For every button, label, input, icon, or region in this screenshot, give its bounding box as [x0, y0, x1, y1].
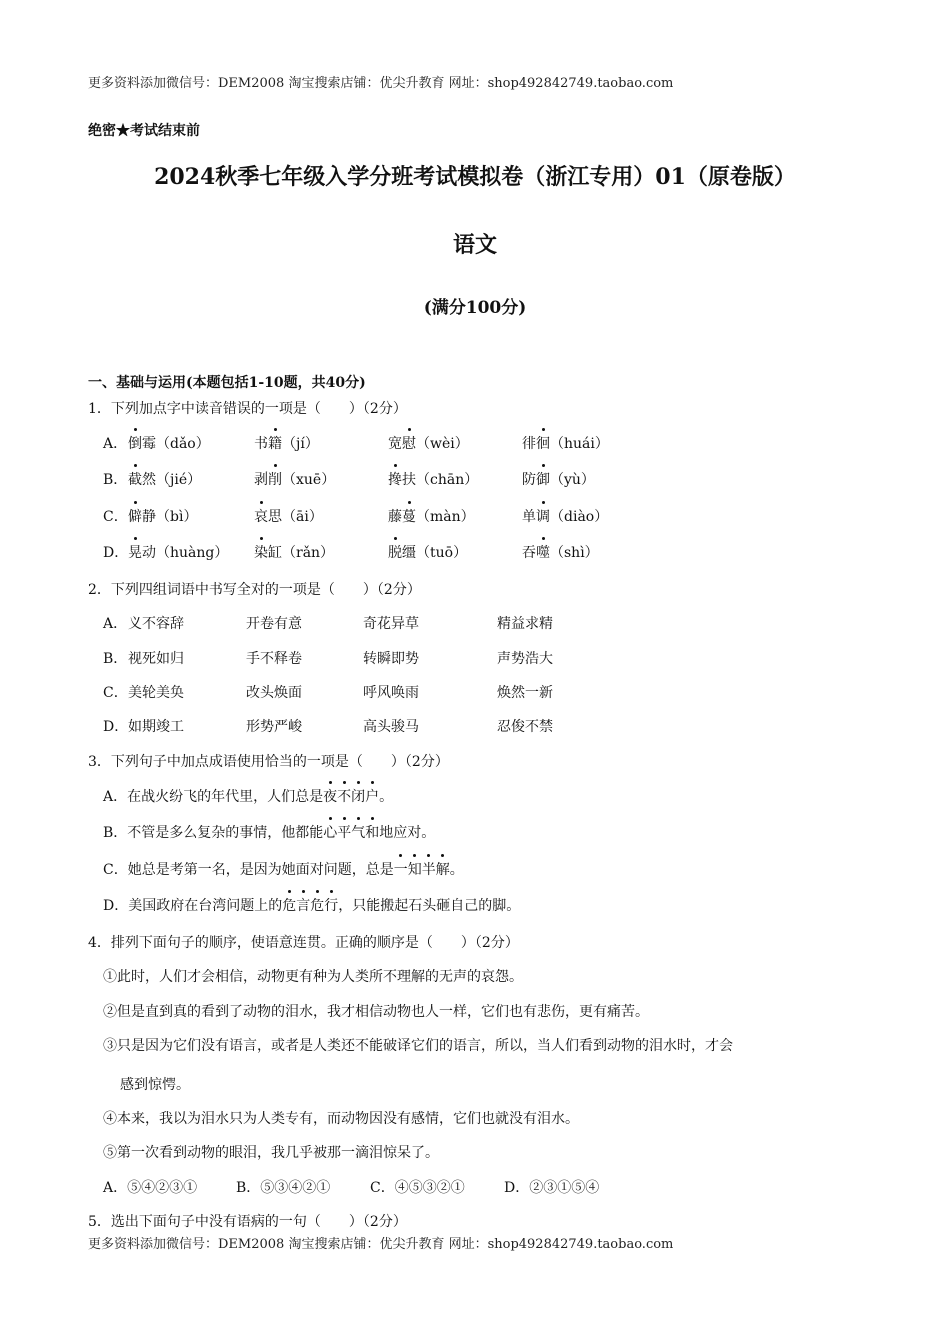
option-text: C．她总是考第一名，是因为她面对问题，总是	[103, 862, 394, 878]
item-text: 剥	[254, 472, 268, 488]
pinyin-item	[388, 433, 469, 453]
question-2-stem: 2．下列四组词语中书写全对的一项是（ ）（2分）	[88, 582, 421, 598]
full-score: (满分100分)	[423, 298, 527, 318]
option-label: B．	[103, 472, 128, 488]
dotted-char: 危	[282, 895, 296, 915]
option-text: 。	[379, 789, 394, 805]
word-item: 美轮美奂	[128, 685, 184, 701]
dotted-char: 晃	[128, 542, 142, 562]
dotted-char: 削	[268, 469, 282, 489]
item-text: （diào）	[550, 509, 609, 525]
item-text: 徘	[522, 436, 536, 452]
pinyin-item	[254, 542, 334, 562]
word-item: 视死如归	[128, 651, 184, 667]
answer-choice: D．②③①⑤④	[504, 1180, 600, 1196]
dotted-char: 染	[254, 542, 268, 562]
option-label: B．	[103, 651, 128, 667]
word-item: 呼风唤雨	[363, 685, 419, 701]
item-text: （shì）	[550, 545, 599, 561]
item-text: （màn）	[416, 509, 475, 525]
item-text: 书	[254, 436, 268, 452]
question-3-option	[103, 822, 435, 842]
option-text: D．美国政府在台湾问题上的	[103, 898, 283, 914]
header-note: 更多资料添加微信号：DEM2008 淘宝搜索店铺：优尖升教育 网址：shop492842749.taobao.com	[88, 76, 674, 91]
answer-choice: A．⑤④②③①	[103, 1180, 198, 1196]
pinyin-item	[388, 542, 467, 562]
item-text: （xuē）	[282, 472, 336, 488]
question-4-sentence: ①此时，人们才会相信，动物更有种为人类所不理解的无声的哀怨。	[103, 969, 523, 985]
word-item: 如期竣工	[128, 719, 184, 735]
question-3-option	[103, 895, 520, 915]
dotted-char: 不	[337, 786, 351, 806]
word-item: 改头焕面	[246, 685, 302, 701]
item-text: （jí）	[282, 436, 319, 452]
word-item: 形势严峻	[246, 719, 302, 735]
dotted-char: 和	[365, 822, 379, 842]
pinyin-item	[522, 542, 599, 562]
footer-note: 更多资料添加微信号：DEM2008 淘宝搜索店铺：优尖升教育 网址：shop492842749.taobao.com	[88, 1237, 674, 1252]
item-text: 扶（chān）	[402, 472, 479, 488]
dotted-char: 籍	[268, 433, 282, 453]
item-text: 单	[522, 509, 536, 525]
item-text: 防	[522, 472, 536, 488]
question-3-option	[103, 859, 464, 879]
item-text: 静（bì）	[142, 509, 198, 525]
word-item: 手不释卷	[246, 651, 302, 667]
dotted-char: 心	[323, 822, 337, 842]
item-text: 吞	[522, 545, 536, 561]
dotted-char: 调	[536, 506, 550, 526]
word-item: 义不容辞	[128, 616, 184, 632]
question-4-sentence-continued: 感到惊愕。	[120, 1077, 190, 1093]
option-label: C．	[103, 685, 128, 701]
option-text: ，只能搬起石头砸自己的脚。	[338, 898, 521, 914]
dotted-char: 脱	[388, 542, 402, 562]
dotted-char: 蔓	[402, 506, 416, 526]
question-4-sentence: ④本来，我以为泪水只为人类专有，而动物因没有感情，它们也就没有泪水。	[103, 1111, 579, 1127]
item-text: 霉（dǎo）	[142, 436, 210, 452]
option-label: D．	[103, 545, 129, 561]
option-label: C．	[103, 509, 128, 525]
dotted-char: 御	[536, 469, 550, 489]
dotted-char: 知	[408, 859, 422, 879]
pinyin-item	[388, 469, 478, 489]
dotted-char: 行	[324, 895, 338, 915]
option-text: A．在战火纷飞的年代里，人们总是	[103, 789, 324, 805]
item-text: 缸（rǎn）	[268, 545, 335, 561]
item-text: 藤	[388, 509, 402, 525]
item-text: 然（jié）	[142, 472, 202, 488]
dotted-char: 闭	[351, 786, 365, 806]
pinyin-item	[522, 506, 608, 526]
question-3-option	[103, 786, 393, 806]
dotted-char: 倒	[128, 433, 142, 453]
dotted-char: 截	[128, 469, 142, 489]
option-text: 地应对。	[379, 825, 436, 841]
word-item: 忍俊不禁	[497, 719, 553, 735]
word-item: 奇花异草	[363, 616, 419, 632]
dotted-char: 言	[296, 895, 310, 915]
question-4-sentence: ⑤第一次看到动物的眼泪，我几乎被那一滴泪惊呆了。	[103, 1145, 439, 1161]
pinyin-item	[128, 542, 228, 562]
pinyin-item	[522, 469, 595, 489]
dotted-char: 户	[365, 786, 379, 806]
answer-choice: C．④⑤③②①	[370, 1180, 465, 1196]
subject-title: 语文	[452, 232, 497, 258]
pinyin-item	[128, 469, 201, 489]
question-5-stem: 5．选出下面句子中没有语病的一句（ ）（2分）	[88, 1214, 407, 1230]
dotted-char: 僻	[128, 506, 142, 526]
dotted-char: 噬	[536, 542, 550, 562]
word-item: 焕然一新	[497, 685, 553, 701]
option-text: B．不管是多么复杂的事情，他都能	[103, 825, 324, 841]
word-item: 开卷有意	[246, 616, 302, 632]
pinyin-item	[128, 506, 197, 526]
item-text: 思（āi）	[268, 509, 323, 525]
exam-title: 2024秋季七年级入学分班考试模拟卷（浙江专用）01（原卷版）	[154, 164, 796, 190]
word-item: 精益求精	[497, 616, 553, 632]
dotted-char: 搀	[388, 469, 402, 489]
pinyin-item	[388, 506, 475, 526]
item-text: （wèi）	[416, 436, 469, 452]
option-label: D．	[103, 719, 129, 735]
dotted-char: 危	[310, 895, 324, 915]
item-text: （huái）	[550, 436, 609, 452]
pinyin-item	[128, 433, 210, 453]
option-text: 。	[449, 862, 464, 878]
dotted-char: 气	[351, 822, 365, 842]
dotted-char: 徊	[536, 433, 550, 453]
dotted-char: 一	[394, 859, 408, 879]
option-label: A．	[103, 436, 128, 452]
item-text: 缰（tuō）	[402, 545, 468, 561]
dotted-char: 平	[337, 822, 351, 842]
section-heading: 一、基础与运用(本题包括1-10题，共40分)	[88, 375, 366, 391]
question-4-sentence: ②但是直到真的看到了动物的泪水，我才相信动物也人一样，它们也有悲伤，更有痛苦。	[103, 1004, 649, 1020]
word-item: 声势浩大	[497, 651, 553, 667]
question-4-sentence: ③只是因为它们没有语言，或者是人类还不能破译它们的语言，所以，当人们看到动物的泪水时，才会	[103, 1038, 733, 1054]
dotted-char: 慰	[402, 433, 416, 453]
item-text: （yù）	[550, 472, 595, 488]
pinyin-item	[522, 433, 609, 453]
dotted-char: 半	[422, 859, 436, 879]
confidential-label: 绝密★考试结束前	[88, 123, 200, 139]
word-item: 高头骏马	[363, 719, 419, 735]
item-text: 宽	[388, 436, 402, 452]
word-item: 转瞬即势	[363, 651, 419, 667]
question-4-stem: 4．排列下面句子的顺序，使语意连贯。正确的顺序是（ ）（2分）	[88, 935, 519, 951]
dotted-char: 哀	[254, 506, 268, 526]
question-1-stem: 1．下列加点字中读音错误的一项是（ ）（2分）	[88, 401, 407, 417]
question-3-stem: 3．下列句子中加点成语使用恰当的一项是（ ）（2分）	[88, 754, 449, 770]
dotted-char: 夜	[323, 786, 337, 806]
pinyin-item	[254, 433, 319, 453]
dotted-char: 解	[436, 859, 450, 879]
item-text: 动（huàng）	[142, 545, 229, 561]
pinyin-item	[254, 469, 335, 489]
option-label: A．	[103, 616, 128, 632]
pinyin-item	[254, 506, 323, 526]
answer-choice: B．⑤③④②①	[236, 1180, 331, 1196]
